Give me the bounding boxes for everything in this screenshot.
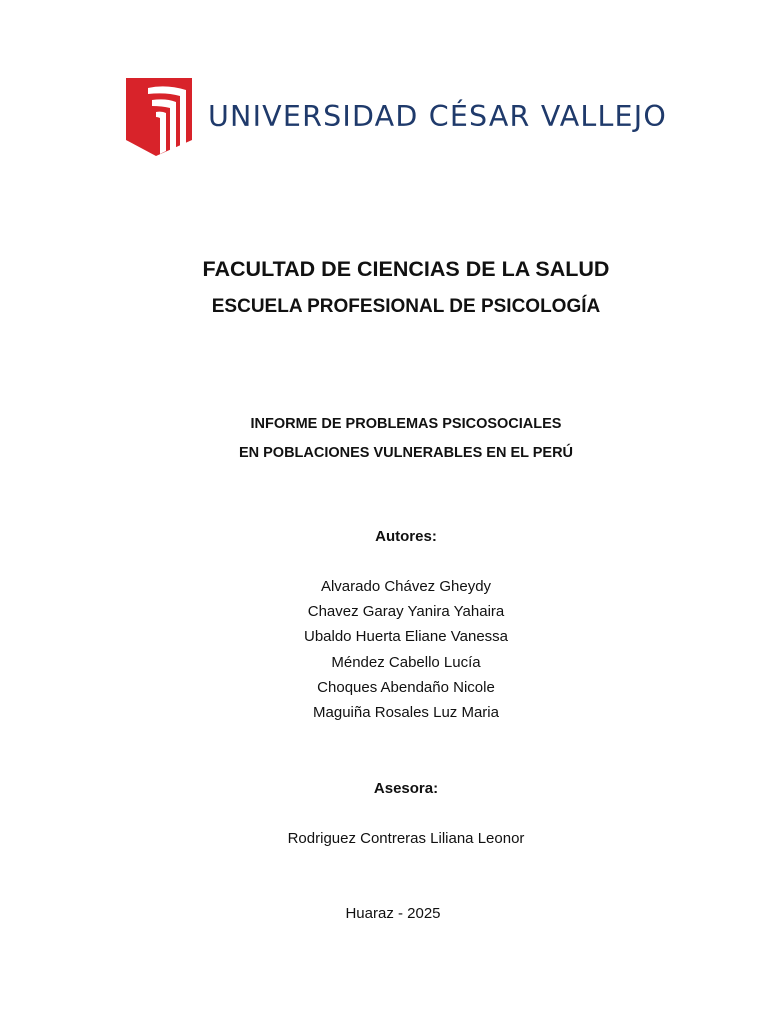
authors-list — [22, 577, 768, 728]
author-name: Alvarado Chávez Gheydy — [320, 578, 492, 595]
author-name: Méndez Cabello Lucía — [331, 653, 481, 671]
faculty-title: FACULTAD DE CIENCIAS DE LA SALUD — [202, 257, 610, 281]
author-name: Maguiña Rosales Luz Maria — [313, 703, 499, 721]
school-title: ESCUELA PROFESIONAL DE PSICOLOGÍA — [211, 296, 601, 317]
author-name: Ubaldo Huerta Eliane Vanessa — [303, 628, 509, 646]
author-name: Choques Abendaño Nicole — [317, 678, 495, 696]
report-title-line-2: EN POBLACIONES VULNERABLES EN EL PERÚ — [238, 445, 574, 461]
university-name: UNIVERSIDAD CÉSAR VALLEJO — [208, 100, 667, 133]
adviser-name: Rodriguez Contreras Liliana Leonor — [287, 830, 525, 847]
adviser-label: Asesora: — [373, 780, 439, 797]
authors-label: Autores: — [375, 528, 437, 545]
place-and-year: Huaraz - 2025 — [345, 905, 441, 922]
university-shield-icon — [126, 78, 192, 156]
report-title-line-1: INFORME DE PROBLEMAS PSICOSOCIALES — [250, 416, 562, 432]
author-name: Chavez Garay Yanira Yahaira — [307, 603, 505, 621]
university-logo — [126, 78, 667, 158]
